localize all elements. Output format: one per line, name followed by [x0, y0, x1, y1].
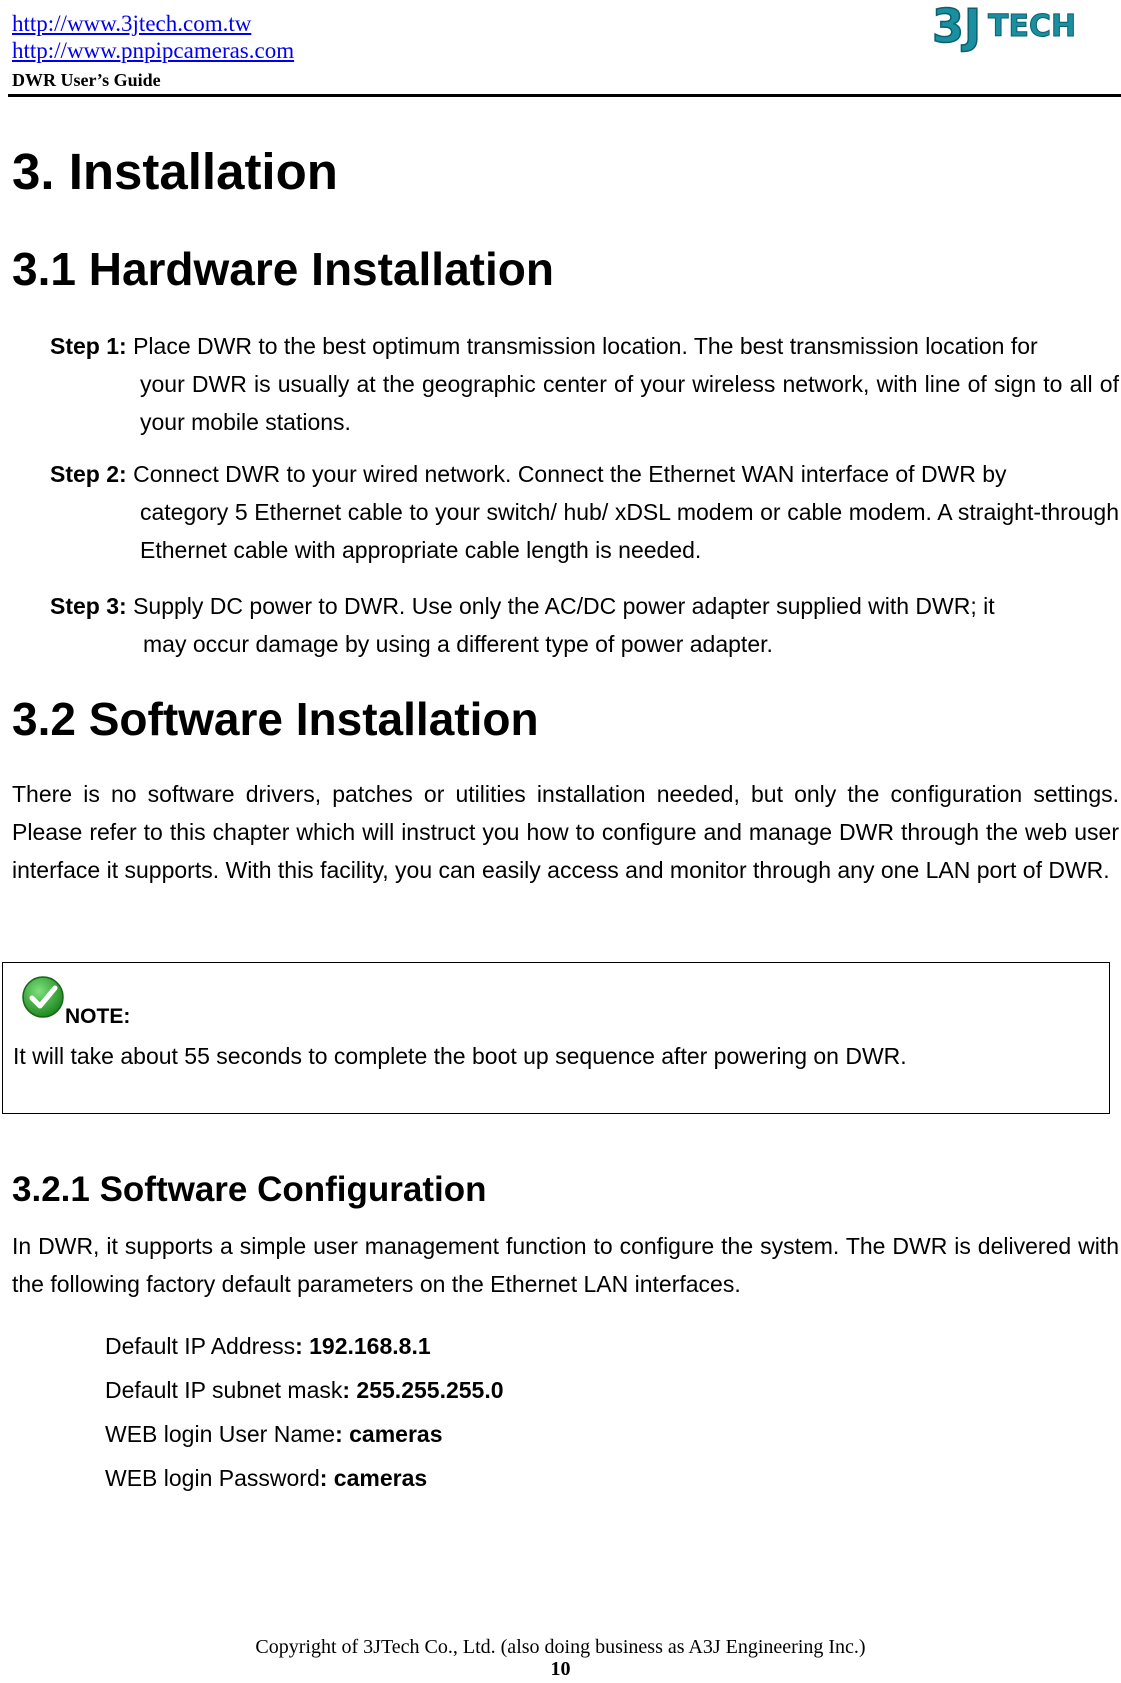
copyright-text: Copyright of 3JTech Co., Ltd. (also doing business as A3J Engineering Inc.) — [255, 1636, 866, 1658]
config-section-title: 3.2.1 Software Configuration — [12, 1170, 487, 1209]
hardware-step-1 — [50, 327, 1119, 441]
svg-text:3J: 3J — [932, 0, 982, 53]
check-icon — [21, 975, 65, 1019]
header-link-pnpipcameras[interactable]: http://www.pnpipcameras.com — [12, 38, 295, 63]
svg-text:TECH: TECH — [988, 9, 1077, 44]
note-box — [2, 962, 1110, 1114]
software-paragraph: There is no software drivers, patches or utilities installation needed, but only the configuration settings. Please refer to this chapter which will instruct you how to configure and manage DWR through the web user interface it supports. With this facility, you can easily access and monitor through any one LAN port of DWR. — [12, 781, 1119, 883]
default-parameters — [105, 1324, 504, 1500]
step-text-continued: may occur damage by using a different type of power adapter. — [143, 631, 773, 657]
footer — [0, 1636, 1121, 1680]
param-value: : 255.255.255.0 — [342, 1377, 504, 1403]
param-label: Default IP subnet mask — [105, 1377, 343, 1403]
software-section-title: 3.2 Software Installation — [12, 693, 539, 745]
3jtech-logo — [930, 0, 1077, 60]
header-link-3jtech[interactable]: http://www.3jtech.com.tw — [12, 11, 252, 36]
step-text: Supply DC power to DWR. Use only the AC/DC power adapter supplied with DWR; it — [133, 593, 995, 619]
step-label: Step 1: — [50, 333, 127, 359]
note-title: NOTE: — [65, 1005, 131, 1028]
default-user-name — [105, 1412, 504, 1456]
page-number: 10 — [550, 1658, 571, 1680]
step-text: Place DWR to the best optimum transmission location. The best transmission location for — [133, 333, 1038, 359]
hardware-section-title: 3.1 Hardware Installation — [12, 243, 554, 295]
param-label: Default IP Address — [105, 1333, 296, 1359]
header-divider — [8, 94, 1121, 97]
note-text: It will take about 55 seconds to complete the boot up sequence after powering on DWR. — [13, 1043, 907, 1069]
guide-title: DWR User’s Guide — [12, 70, 161, 90]
param-value: : 192.168.8.1 — [295, 1333, 431, 1359]
config-paragraph: In DWR, it supports a simple user management function to configure the system. The DWR is delivered with the following factory default parameters on the Ethernet LAN interfaces. — [12, 1233, 1119, 1297]
param-value: : cameras — [319, 1465, 428, 1491]
default-password — [105, 1456, 504, 1500]
step-text-continued: your DWR is usually at the geographic center of your wireless network, with line of sign to all of your mobile stations. — [140, 371, 1119, 435]
default-ip-address — [105, 1324, 504, 1368]
step-text: Connect DWR to your wired network. Connect the Ethernet WAN interface of DWR by — [133, 461, 1007, 487]
param-label: WEB login Password — [105, 1465, 320, 1491]
hardware-step-3 — [50, 587, 1119, 663]
step-label: Step 3: — [50, 593, 127, 619]
header-links — [12, 10, 294, 64]
step-text-continued: category 5 Ethernet cable to your switch/ hub/ xDSL modem or cable modem. A straight-through Ethernet cable with appropriate cable length is needed. — [140, 499, 1119, 563]
step-label: Step 2: — [50, 461, 127, 487]
param-label: WEB login User Name — [105, 1421, 336, 1447]
hardware-step-2 — [50, 455, 1119, 569]
default-subnet-mask — [105, 1368, 504, 1412]
chapter-title: 3. Installation — [12, 143, 338, 200]
param-value: : cameras — [335, 1421, 443, 1447]
